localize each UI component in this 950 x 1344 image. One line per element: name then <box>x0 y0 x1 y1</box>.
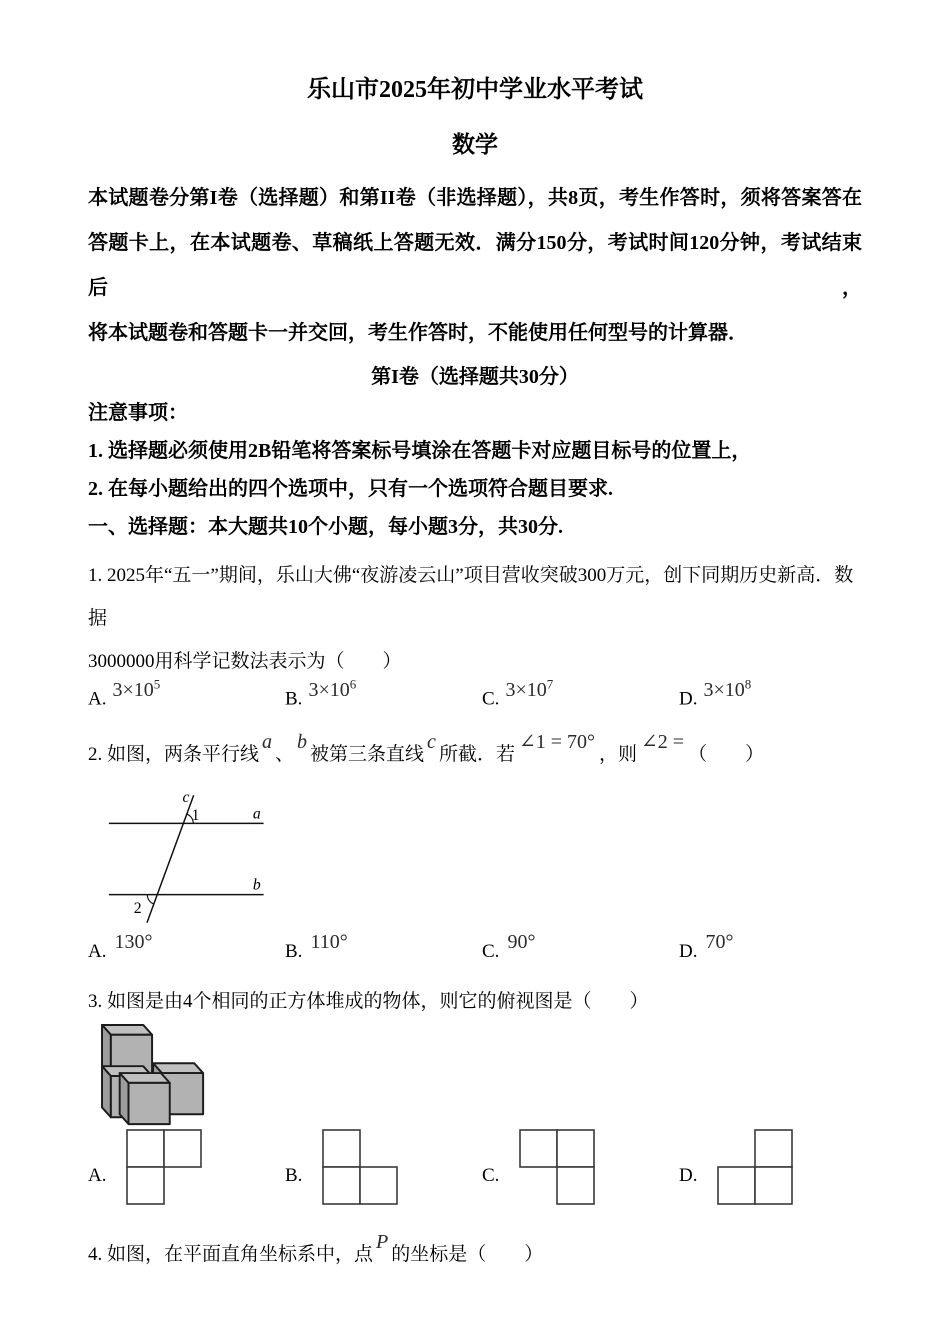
cube-stack-figure <box>96 1023 216 1129</box>
question-3 <box>88 983 862 1207</box>
option-formula: $3\times 10^7$ <box>505 676 554 701</box>
topview-option-grid <box>519 1129 597 1207</box>
q2-option-b <box>285 930 482 963</box>
math-var-b: b <box>297 730 308 753</box>
question-2-text: 2. 如图，两条平行线a、b被第三条直线c所截．若∠1 = 70°，则∠2 =（ ） <box>88 730 765 765</box>
question-2-options <box>88 930 862 963</box>
question-1 <box>88 554 862 711</box>
label-c: c <box>182 788 190 806</box>
option-letter: A. <box>88 940 107 962</box>
option-formula: $3\times 10^5$ <box>112 676 161 701</box>
option-letter: C. <box>482 1164 500 1186</box>
math-var-a: a <box>262 730 273 753</box>
option-formula: $3\times 10^6$ <box>308 676 357 701</box>
note-item-2: 2. 在每小题给出的四个选项中，只有一个选项符合题目要求. <box>88 478 613 500</box>
question-4-text: 4. 如图，在平面直角坐标系中，点P的坐标是（ ） <box>88 1230 544 1265</box>
option-value: 70° <box>705 930 734 953</box>
question-3-text: 3. 如图是由4个相同的正方体堆成的物体，则它的俯视图是（ ） <box>88 990 649 1012</box>
q2-option-a <box>88 930 285 963</box>
notes-title: 注意事项： <box>88 402 188 424</box>
option-letter: B. <box>285 1164 303 1186</box>
q3-option-d <box>679 1129 795 1207</box>
math-expr-angle2: ∠2 = <box>641 730 685 753</box>
option-letter: B. <box>285 940 303 962</box>
option-letter: B. <box>285 688 303 710</box>
topview-option-grid <box>322 1129 400 1207</box>
q1-option-b <box>285 676 482 711</box>
instruction-line: 本试题卷分第I卷（选择题）和第II卷（非选择题），共8页，考生作答时，须将答案答在 <box>88 187 862 209</box>
exam-instructions <box>88 176 862 356</box>
option-value: 110° <box>310 930 348 953</box>
option-letter: D. <box>679 1164 698 1186</box>
math-var-p: P <box>376 1230 389 1253</box>
option-letter: C. <box>482 940 500 962</box>
q1-option-a <box>88 676 285 711</box>
subject-title: 数学 <box>452 132 498 157</box>
q1-option-c <box>482 676 679 711</box>
label-angle-2: 2 <box>133 899 142 917</box>
q1-option-d <box>679 676 752 711</box>
notes-block <box>88 394 862 546</box>
question-4 <box>88 1230 862 1276</box>
question-3-options <box>88 1129 862 1207</box>
instruction-line: 答题卡上，在本试题卷、草稿纸上答题无效．满分150分，考试时间120分钟，考试结束后， <box>88 232 862 299</box>
option-formula: $3\times 10^8$ <box>703 676 752 701</box>
q2-option-c <box>482 930 679 963</box>
option-letter: C. <box>482 688 500 710</box>
section-1-heading: 第I卷（选择题共30分） <box>371 366 579 388</box>
angle-2-arc <box>147 894 154 903</box>
label-b: b <box>252 876 261 894</box>
topview-option-grid <box>126 1129 204 1207</box>
note-item-1: 1. 选择题必须使用2B铅笔将答案标号填涂在答题卡对应题目标号的位置上， <box>88 440 752 462</box>
label-a: a <box>252 805 261 823</box>
option-letter: D. <box>679 688 698 710</box>
exam-title: 乐山市2025年初中学业水平考试 <box>307 77 643 103</box>
math-expr-angle1: ∠1 = 70° <box>518 730 595 753</box>
part-1-heading: 一、选择题：本大题共10个小题，每小题3分，共30分. <box>88 516 563 538</box>
question-2 <box>88 730 862 963</box>
option-value: 130° <box>114 930 153 953</box>
option-letter: A. <box>88 1164 107 1186</box>
math-var-c: c <box>427 730 436 753</box>
q2-option-d <box>679 930 734 963</box>
question-1-text-line-1: 1. 2025年“五一”期间，乐山大佛“夜游凌云山”项目营收突破300万元，创下同期历史新高．数据 <box>88 565 854 629</box>
topview-option-grid <box>717 1129 795 1207</box>
option-letter: D. <box>679 940 698 962</box>
question-1-options <box>88 676 862 711</box>
parallel-lines-figure <box>94 784 276 934</box>
option-letter: A. <box>88 688 107 710</box>
q3-option-a <box>88 1129 285 1207</box>
label-angle-1: 1 <box>191 806 200 824</box>
question-1-text-line-2: 3000000用科学记数法表示为（ ） <box>88 651 402 672</box>
q3-option-c <box>482 1129 679 1207</box>
option-value: 90° <box>507 930 536 953</box>
instruction-line: 将本试题卷和答题卡一并交回，考生作答时，不能使用任何型号的计算器． <box>88 322 748 344</box>
q3-option-b <box>285 1129 482 1207</box>
